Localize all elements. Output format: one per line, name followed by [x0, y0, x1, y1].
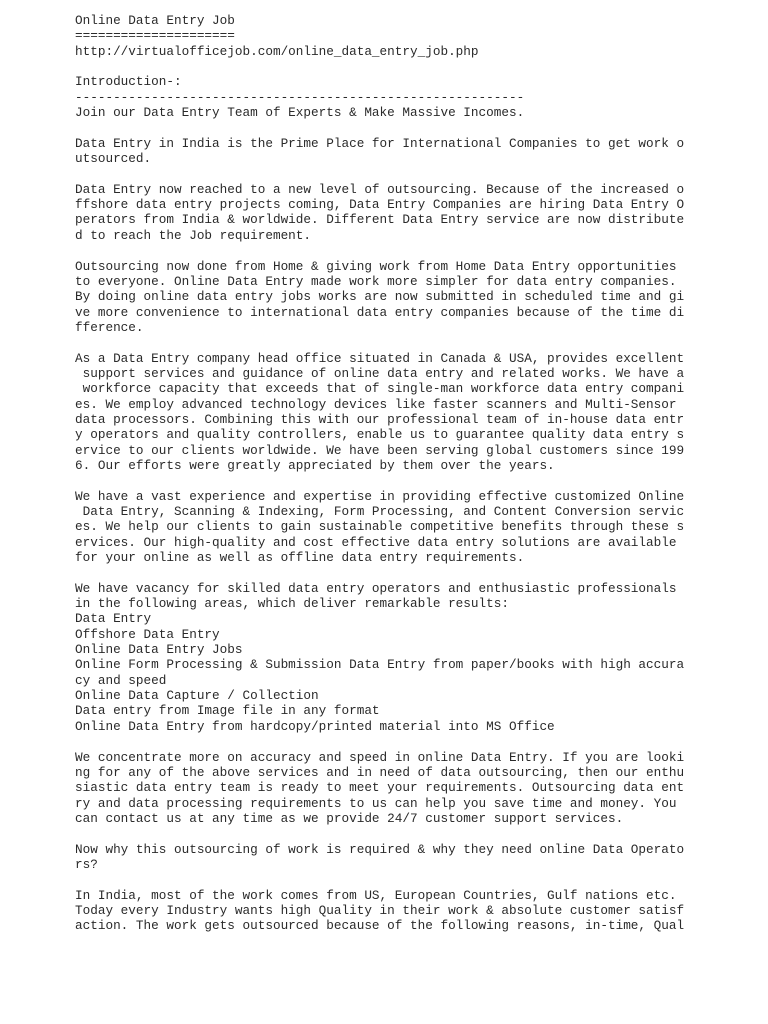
doc-line: ervices. Our high-quality and cost effective data entry solutions are available: [75, 534, 677, 550]
doc-line: As a Data Entry company head office situated in Canada & USA, provides excellent: [75, 350, 685, 366]
doc-line: Online Data Entry Jobs: [75, 642, 243, 658]
doc-line: for your online as well as offline data entry requirements.: [75, 550, 525, 566]
doc-line: http://virtualofficejob.com/online_data_entry_job.php: [75, 43, 479, 59]
doc-line: to everyone. Online Data Entry made work more simpler for data entry companies.: [75, 273, 677, 289]
doc-line: rs?: [75, 856, 98, 872]
doc-line: ry and data processing requirements to us can help you save time and money. You: [75, 795, 677, 811]
doc-line: Online Form Processing & Submission Data Entry from paper/books with high accura: [75, 657, 685, 673]
doc-line: [75, 826, 765, 841]
doc-line: [75, 872, 765, 887]
doc-line: Data Entry in India is the Prime Place for International Companies to get work o: [75, 135, 685, 151]
doc-line: action. The work gets outsourced because of the following reasons, in-time, Qual: [75, 918, 685, 934]
doc-line: utsourced.: [75, 151, 152, 167]
doc-line: We concentrate more on accuracy and speed in online Data Entry. If you are looki: [75, 749, 685, 765]
doc-line: [75, 565, 765, 580]
doc-line: 6. Our efforts were greatly appreciated by them over the years.: [75, 457, 555, 473]
doc-line: [75, 473, 765, 488]
doc-line: support services and guidance of online data entry and related works. We have a: [75, 365, 685, 381]
doc-line: -----------------------------------------------------------: [75, 89, 525, 105]
doc-line: Today every Industry wants high Quality in their work & absolute customer satisf: [75, 902, 685, 918]
doc-line: Online Data Capture / Collection: [75, 688, 319, 704]
doc-line: cy and speed: [75, 672, 167, 688]
doc-line: Outsourcing now done from Home & giving work from Home Data Entry opportunities: [75, 258, 677, 274]
doc-line: Online Data Entry from hardcopy/printed material into MS Office: [75, 718, 555, 734]
doc-line: Introduction-:: [75, 74, 182, 90]
doc-line: Data Entry: [75, 611, 152, 627]
doc-line: Join our Data Entry Team of Experts & Make Massive Incomes.: [75, 105, 525, 121]
doc-line: Offshore Data Entry: [75, 626, 220, 642]
doc-line: Now why this outsourcing of work is required & why they need online Data Operato: [75, 841, 685, 857]
doc-line: Data entry from Image file in any format: [75, 703, 380, 719]
doc-line: can contact us at any time as we provide 24/7 customer support services.: [75, 810, 624, 826]
doc-line: y operators and quality controllers, enable us to guarantee quality data entry s: [75, 427, 685, 443]
doc-line: [75, 734, 765, 749]
doc-line: fference.: [75, 319, 144, 335]
doc-line: data processors. Combining this with our professional team of in-house data entr: [75, 411, 685, 427]
doc-line: =====================: [75, 28, 235, 44]
doc-line: We have vacancy for skilled data entry operators and enthusiastic professionals: [75, 580, 677, 596]
doc-line: We have a vast experience and expertise in providing effective customized Online: [75, 488, 685, 504]
doc-line: in the following areas, which deliver remarkable results:: [75, 596, 509, 612]
doc-line: By doing online data entry jobs works are now submitted in scheduled time and gi: [75, 289, 685, 305]
doc-line: [75, 59, 765, 74]
doc-line: [75, 166, 765, 181]
doc-line: Data Entry, Scanning & Indexing, Form Processing, and Content Conversion servic: [75, 504, 685, 519]
doc-line: Online Data Entry Job: [75, 13, 235, 28]
doc-line: In India, most of the work comes from US, European Countries, Gulf nations etc.: [75, 887, 677, 903]
doc-line: Data Entry now reached to a new level of outsourcing. Because of the increased o: [75, 181, 685, 197]
document-page: [75, 13, 765, 949]
doc-line: ffshore data entry projects coming, Data Entry Companies are hiring Data Entry O: [75, 197, 685, 213]
doc-line: d to reach the Job requirement.: [75, 227, 312, 243]
doc-line: workforce capacity that exceeds that of single-man workforce data entry compani: [75, 381, 685, 397]
doc-line: perators from India & worldwide. Different Data Entry service are now distribute: [75, 212, 685, 228]
doc-line: ervice to our clients worldwide. We have been serving global customers since 199: [75, 442, 685, 458]
doc-line: es. We help our clients to gain sustainable competitive benefits through these s: [75, 519, 685, 535]
doc-line: ng for any of the above services and in need of data outsourcing, then our enthu: [75, 764, 685, 780]
doc-line: es. We employ advanced technology devices like faster scanners and Multi-Sensor: [75, 396, 677, 412]
doc-line: [75, 243, 765, 258]
doc-line: [75, 335, 765, 350]
doc-line: ve more convenience to international data entry companies because of the time di: [75, 304, 685, 320]
doc-line: [75, 934, 765, 949]
doc-line: siastic data entry team is ready to meet your requirements. Outsourcing data ent: [75, 780, 685, 796]
doc-line: [75, 120, 765, 135]
